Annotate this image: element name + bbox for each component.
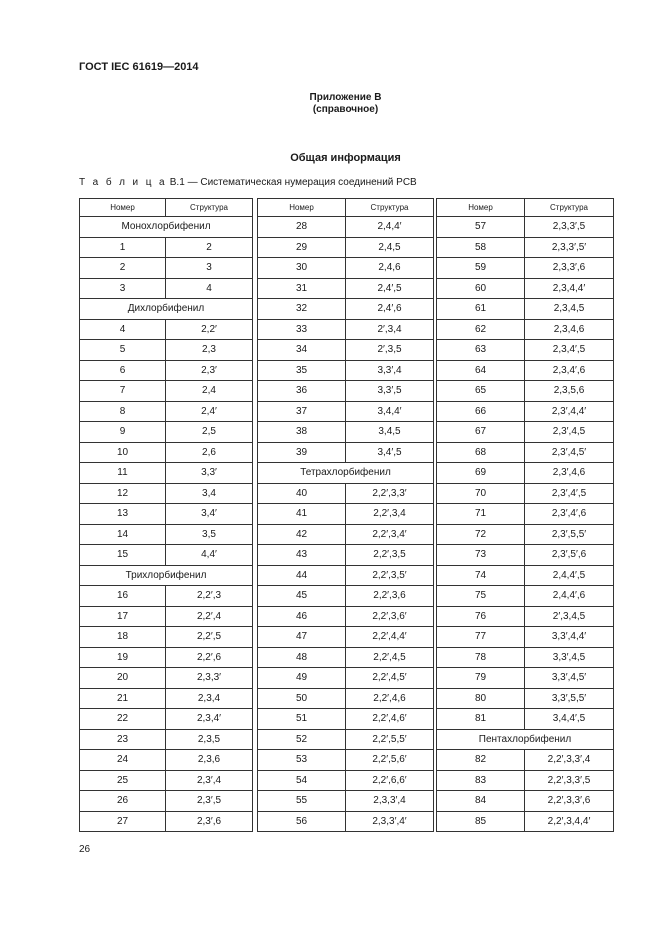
cell-structure: 2,3,6 (166, 750, 253, 771)
cell-number: 68 (437, 442, 525, 463)
pcb-table-column-3 (436, 198, 614, 832)
cell-number: 65 (437, 381, 525, 402)
cell-structure: 2,3,3′,5′ (525, 237, 614, 258)
table-row (437, 709, 614, 730)
cell-structure: 2,2′,3 (166, 586, 253, 607)
cell-number: 44 (258, 565, 346, 586)
table-row (80, 647, 253, 668)
table-row (80, 627, 253, 648)
cell-number: 74 (437, 565, 525, 586)
table-row (437, 770, 614, 791)
cell-structure: 2,3′,5′,6 (525, 545, 614, 566)
cell-structure: 2,2′,4 (166, 606, 253, 627)
table-row (258, 401, 434, 422)
cell-number: 12 (80, 483, 166, 504)
cell-number: 57 (437, 217, 525, 238)
cell-structure: 2,2′,3,4,4′ (525, 811, 614, 832)
cell-structure: 2,4 (166, 381, 253, 402)
cell-number: 45 (258, 586, 346, 607)
table-row (437, 483, 614, 504)
cell-structure: 2,4,5 (346, 237, 434, 258)
group-row (437, 729, 614, 750)
table-row (437, 340, 614, 361)
cell-structure: 2,2′,3,4 (346, 504, 434, 525)
cell-number: 47 (258, 627, 346, 648)
cell-number: 20 (80, 668, 166, 689)
table-row (80, 545, 253, 566)
cell-structure: 2,3,3′,6 (525, 258, 614, 279)
cell-number: 50 (258, 688, 346, 709)
cell-number: 19 (80, 647, 166, 668)
cell-number: 53 (258, 750, 346, 771)
cell-structure: 2,2′,3,3′,4 (525, 750, 614, 771)
cell-structure: 3,3′,4,5 (525, 647, 614, 668)
table-row (258, 258, 434, 279)
cell-number: 63 (437, 340, 525, 361)
cell-structure: 2,2′,4,6′ (346, 709, 434, 730)
table-row (258, 319, 434, 340)
cell-structure: 3,4,4′,5 (525, 709, 614, 730)
cell-number: 16 (80, 586, 166, 607)
cell-structure: 2′,3,5 (346, 340, 434, 361)
cell-number: 75 (437, 586, 525, 607)
table-row (80, 422, 253, 443)
cell-structure: 2,3′,4,5′ (525, 442, 614, 463)
cell-number: 6 (80, 360, 166, 381)
cell-structure: 3,3′ (166, 463, 253, 484)
table-row (80, 606, 253, 627)
table-row (80, 483, 253, 504)
table-header-row (258, 199, 434, 217)
cell-structure: 4 (166, 278, 253, 299)
cell-structure: 2,3,4,4′ (525, 278, 614, 299)
table-caption (79, 177, 417, 188)
cell-number: 85 (437, 811, 525, 832)
cell-number: 70 (437, 483, 525, 504)
table-row (258, 524, 434, 545)
group-label: Трихлорбифенил (80, 565, 253, 586)
table-row (437, 627, 614, 648)
cell-structure: 2,2′,3,6′ (346, 606, 434, 627)
table-row (258, 237, 434, 258)
group-row (80, 299, 253, 320)
cell-number: 32 (258, 299, 346, 320)
cell-structure: 2,4,4′ (346, 217, 434, 238)
cell-number: 80 (437, 688, 525, 709)
cell-structure: 2,2′,3,3′,6 (525, 791, 614, 812)
cell-structure: 2,3′,4,4′ (525, 401, 614, 422)
table-row (80, 360, 253, 381)
table-row (80, 688, 253, 709)
cell-structure: 2,3′,5,5′ (525, 524, 614, 545)
group-row (80, 565, 253, 586)
table-row (258, 545, 434, 566)
table-row (437, 750, 614, 771)
annex-title: Приложение В (309, 92, 382, 103)
cell-number: 18 (80, 627, 166, 648)
table-row (258, 422, 434, 443)
cell-number: 15 (80, 545, 166, 566)
annex-heading (0, 92, 661, 116)
table-row (258, 586, 434, 607)
cell-number: 41 (258, 504, 346, 525)
table-row (258, 647, 434, 668)
header-structure: Структура (166, 199, 253, 217)
pcb-table-column-1 (79, 198, 253, 832)
cell-structure: 2,6 (166, 442, 253, 463)
cell-number: 72 (437, 524, 525, 545)
group-label: Дихлорбифенил (80, 299, 253, 320)
cell-number: 73 (437, 545, 525, 566)
table-row (258, 299, 434, 320)
cell-number: 46 (258, 606, 346, 627)
cell-structure: 2,2′,6,6′ (346, 770, 434, 791)
table-row (258, 729, 434, 750)
table-row (80, 340, 253, 361)
table-row (437, 299, 614, 320)
table-row (258, 360, 434, 381)
cell-structure: 3,4,4′ (346, 401, 434, 422)
group-label: Тетрахлорбифенил (258, 463, 434, 484)
table-row (437, 565, 614, 586)
cell-number: 84 (437, 791, 525, 812)
cell-number: 49 (258, 668, 346, 689)
cell-number: 34 (258, 340, 346, 361)
cell-number: 10 (80, 442, 166, 463)
cell-structure: 2,3,4,5 (525, 299, 614, 320)
cell-number: 67 (437, 422, 525, 443)
cell-structure: 2,2′,5,6′ (346, 750, 434, 771)
cell-structure: 2 (166, 237, 253, 258)
cell-number: 36 (258, 381, 346, 402)
table-row (258, 627, 434, 648)
table-row (258, 709, 434, 730)
cell-structure: 2,3,4′,5 (525, 340, 614, 361)
table-row (258, 340, 434, 361)
table-row (80, 586, 253, 607)
cell-structure: 3,3′,4,5′ (525, 668, 614, 689)
table-row (437, 524, 614, 545)
cell-number: 81 (437, 709, 525, 730)
table-row (258, 750, 434, 771)
table-row (258, 770, 434, 791)
table-row (437, 381, 614, 402)
table-row (258, 688, 434, 709)
table-row (437, 688, 614, 709)
table-row (80, 442, 253, 463)
table-row (437, 463, 614, 484)
cell-structure: 2,3,4′ (166, 709, 253, 730)
header-number: Номер (258, 199, 346, 217)
table-row (258, 483, 434, 504)
cell-structure: 3,4′,5 (346, 442, 434, 463)
table-row (437, 237, 614, 258)
cell-number: 14 (80, 524, 166, 545)
cell-structure: 3,3′,4 (346, 360, 434, 381)
cell-structure: 2,2′,3,5 (346, 545, 434, 566)
cell-number: 58 (437, 237, 525, 258)
table-row (80, 278, 253, 299)
cell-number: 37 (258, 401, 346, 422)
caption-text: — Систематическая нумерация соединений PCB (187, 177, 417, 188)
cell-structure: 2,2′,4,5′ (346, 668, 434, 689)
cell-structure: 3,4 (166, 483, 253, 504)
cell-number: 60 (437, 278, 525, 299)
cell-number: 8 (80, 401, 166, 422)
cell-number: 2 (80, 258, 166, 279)
cell-structure: 2,4,6 (346, 258, 434, 279)
cell-number: 39 (258, 442, 346, 463)
cell-structure: 2,3′,4′,5 (525, 483, 614, 504)
cell-structure: 2,3,3′,5 (525, 217, 614, 238)
table-row (437, 258, 614, 279)
cell-number: 52 (258, 729, 346, 750)
table-header-row (437, 199, 614, 217)
table-row (437, 319, 614, 340)
table-row (437, 668, 614, 689)
table-row (80, 237, 253, 258)
table-row (258, 381, 434, 402)
cell-structure: 2′,3,4 (346, 319, 434, 340)
cell-structure: 2,3′ (166, 360, 253, 381)
table-row (437, 586, 614, 607)
cell-structure: 2,4,4′,6 (525, 586, 614, 607)
table-row (258, 442, 434, 463)
cell-structure: 2,3,4′,6 (525, 360, 614, 381)
cell-number: 24 (80, 750, 166, 771)
table-row (258, 565, 434, 586)
cell-number: 22 (80, 709, 166, 730)
cell-number: 59 (437, 258, 525, 279)
cell-number: 23 (80, 729, 166, 750)
header-number: Номер (437, 199, 525, 217)
cell-number: 54 (258, 770, 346, 791)
table-row (258, 278, 434, 299)
cell-number: 43 (258, 545, 346, 566)
cell-structure: 2,4,4′,5 (525, 565, 614, 586)
cell-structure: 3,3′,5 (346, 381, 434, 402)
cell-number: 25 (80, 770, 166, 791)
table-row (80, 319, 253, 340)
cell-structure: 2,2′,4,6 (346, 688, 434, 709)
cell-number: 77 (437, 627, 525, 648)
table-row (258, 504, 434, 525)
cell-number: 29 (258, 237, 346, 258)
cell-number: 33 (258, 319, 346, 340)
cell-structure: 2,3′,4′,6 (525, 504, 614, 525)
cell-number: 42 (258, 524, 346, 545)
cell-number: 62 (437, 319, 525, 340)
cell-structure: 2,4′,6 (346, 299, 434, 320)
header-structure: Структура (525, 199, 614, 217)
cell-structure: 2,3,5,6 (525, 381, 614, 402)
cell-structure: 3,3′,5,5′ (525, 688, 614, 709)
cell-structure: 2,2′,3,6 (346, 586, 434, 607)
table-row (258, 811, 434, 832)
table-row (80, 524, 253, 545)
table-row (80, 401, 253, 422)
cell-structure: 3,4′ (166, 504, 253, 525)
cell-structure: 2,2′ (166, 319, 253, 340)
cell-number: 66 (437, 401, 525, 422)
table-row (80, 668, 253, 689)
header-number: Номер (80, 199, 166, 217)
table-row (437, 360, 614, 381)
table-row (80, 729, 253, 750)
cell-structure: 2,3′,4 (166, 770, 253, 791)
cell-structure: 2,3′,5 (166, 791, 253, 812)
cell-number: 79 (437, 668, 525, 689)
cell-structure: 3 (166, 258, 253, 279)
table-row (437, 504, 614, 525)
cell-number: 3 (80, 278, 166, 299)
table-row (437, 422, 614, 443)
cell-number: 27 (80, 811, 166, 832)
table-row (437, 217, 614, 238)
cell-structure: 2,3 (166, 340, 253, 361)
cell-number: 1 (80, 237, 166, 258)
table-row (80, 750, 253, 771)
cell-number: 35 (258, 360, 346, 381)
caption-number: В.1 (169, 177, 185, 188)
cell-number: 21 (80, 688, 166, 709)
cell-number: 40 (258, 483, 346, 504)
cell-number: 31 (258, 278, 346, 299)
cell-structure: 2,2′,3,4′ (346, 524, 434, 545)
table-row (437, 545, 614, 566)
annex-subtitle: (справочное) (312, 104, 379, 115)
table-row (437, 442, 614, 463)
cell-structure: 2,3,4 (166, 688, 253, 709)
cell-structure: 2,5 (166, 422, 253, 443)
table-row (258, 668, 434, 689)
caption-label: Т а б л и ц а (79, 177, 167, 188)
table-row (80, 381, 253, 402)
cell-number: 9 (80, 422, 166, 443)
cell-structure: 3,3′,4,4′ (525, 627, 614, 648)
cell-number: 17 (80, 606, 166, 627)
cell-structure: 2,2′,3,5′ (346, 565, 434, 586)
cell-structure: 2,4′ (166, 401, 253, 422)
cell-structure: 2,4′,5 (346, 278, 434, 299)
cell-structure: 2,2′,5 (166, 627, 253, 648)
cell-structure: 2,3′,4,6 (525, 463, 614, 484)
table-row (258, 791, 434, 812)
cell-number: 78 (437, 647, 525, 668)
group-row (258, 463, 434, 484)
table-row (258, 606, 434, 627)
cell-structure: 3,5 (166, 524, 253, 545)
cell-number: 11 (80, 463, 166, 484)
cell-structure: 4,4′ (166, 545, 253, 566)
table-row (80, 811, 253, 832)
cell-structure: 2,3,5 (166, 729, 253, 750)
cell-number: 64 (437, 360, 525, 381)
cell-structure: 2,3′,6 (166, 811, 253, 832)
cell-number: 7 (80, 381, 166, 402)
table-header-row (80, 199, 253, 217)
cell-number: 71 (437, 504, 525, 525)
cell-number: 30 (258, 258, 346, 279)
cell-number: 51 (258, 709, 346, 730)
table-row (437, 606, 614, 627)
cell-number: 5 (80, 340, 166, 361)
cell-number: 61 (437, 299, 525, 320)
cell-structure: 2,2′,3,3′ (346, 483, 434, 504)
cell-number: 82 (437, 750, 525, 771)
cell-number: 28 (258, 217, 346, 238)
pcb-table-column-2 (257, 198, 434, 832)
table-row (80, 709, 253, 730)
cell-structure: 2,2′,4,4′ (346, 627, 434, 648)
cell-number: 76 (437, 606, 525, 627)
cell-number: 83 (437, 770, 525, 791)
cell-structure: 2,2′,3,3′,5 (525, 770, 614, 791)
cell-structure: 2,2′,6 (166, 647, 253, 668)
table-row (437, 791, 614, 812)
cell-number: 48 (258, 647, 346, 668)
page-number: 26 (79, 844, 91, 855)
table-row (80, 770, 253, 791)
cell-number: 55 (258, 791, 346, 812)
table-row (80, 463, 253, 484)
cell-number: 13 (80, 504, 166, 525)
document-code: ГОСТ IEC 61619—2014 (79, 61, 199, 73)
cell-number: 4 (80, 319, 166, 340)
table-row (258, 217, 434, 238)
table-row (80, 258, 253, 279)
cell-structure: 2,3,4,6 (525, 319, 614, 340)
cell-structure: 2′,3,4,5 (525, 606, 614, 627)
table-row (437, 278, 614, 299)
group-label: Монохлорбифенил (80, 217, 253, 238)
cell-structure: 2,3,3′,4 (346, 791, 434, 812)
cell-structure: 2,3′,4,5 (525, 422, 614, 443)
cell-number: 69 (437, 463, 525, 484)
group-row (80, 217, 253, 238)
table-row (80, 791, 253, 812)
cell-number: 38 (258, 422, 346, 443)
cell-structure: 2,2′,4,5 (346, 647, 434, 668)
group-label: Пентахлорбифенил (437, 729, 614, 750)
cell-number: 56 (258, 811, 346, 832)
header-structure: Структура (346, 199, 434, 217)
cell-structure: 2,2′,5,5′ (346, 729, 434, 750)
cell-structure: 2,3,3′ (166, 668, 253, 689)
table-row (437, 401, 614, 422)
table-row (80, 504, 253, 525)
table-row (437, 811, 614, 832)
cell-number: 26 (80, 791, 166, 812)
cell-structure: 2,3,3′,4′ (346, 811, 434, 832)
table-row (437, 647, 614, 668)
section-title: Общая информация (290, 152, 401, 164)
cell-structure: 3,4,5 (346, 422, 434, 443)
